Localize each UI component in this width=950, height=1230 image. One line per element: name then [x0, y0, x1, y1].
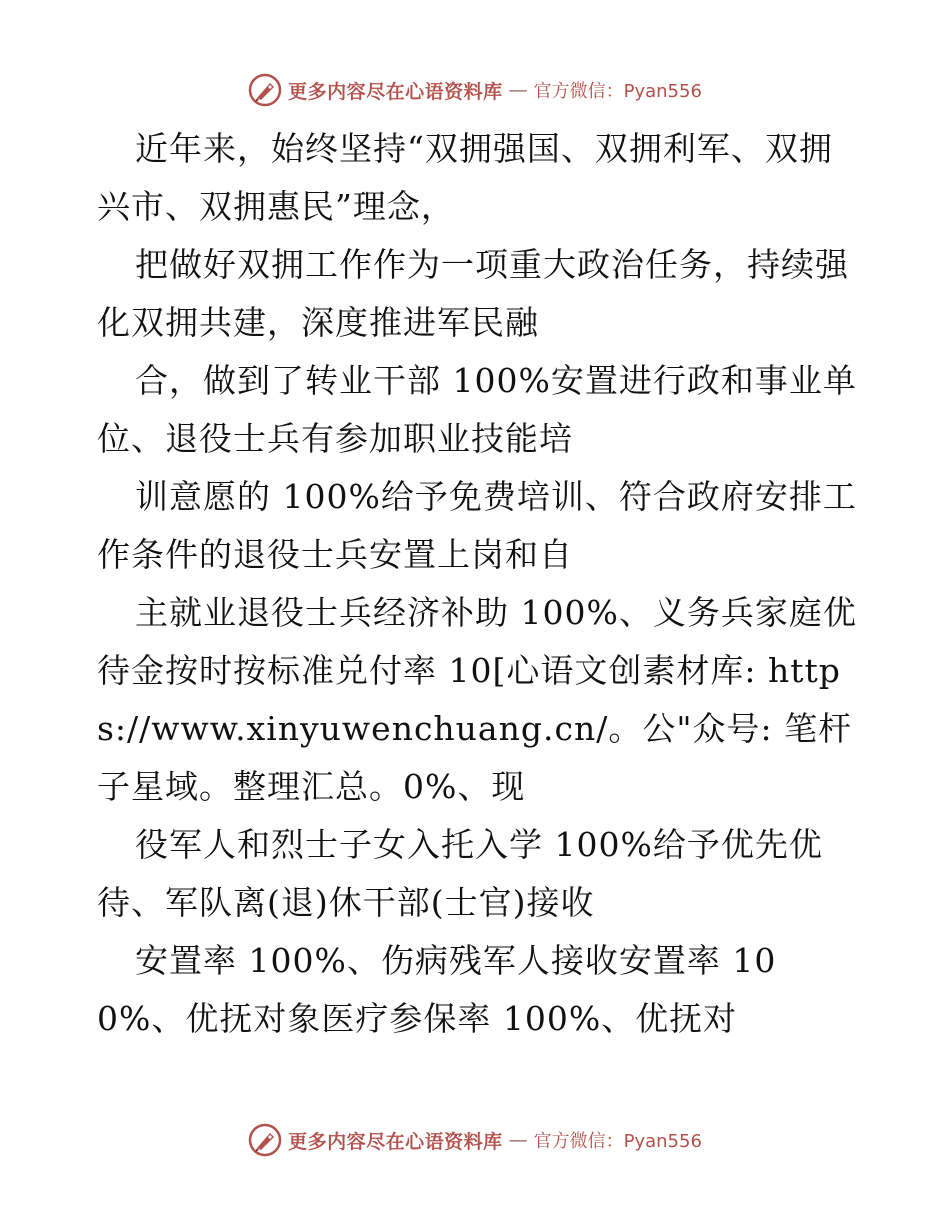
paragraph-3: 合，做到了转业干部 100%安置进行政和事业单位、退役士兵有参加职业技能培	[97, 361, 857, 458]
paragraph-7: 安置率 100%、伤病残军人接收安置率 100%、优抚对象医疗参保率 100%、优抚对	[97, 941, 777, 1038]
footer-banner-text: 更多内容尽在心语资料库	[288, 1130, 503, 1153]
paragraph-1: 近年来，始终坚持“双拥强国、双拥利军、双拥兴市、双拥惠民”理念，	[97, 129, 833, 226]
header-banner-dash: —	[508, 79, 528, 101]
pen-nib-logo-icon	[248, 1123, 282, 1157]
document-body	[97, 120, 857, 1048]
footer-wechat-text: 官方微信：Pyan556	[533, 1131, 702, 1152]
pen-nib-logo-icon	[248, 73, 282, 107]
footer-banner-dash: —	[508, 1129, 528, 1151]
header-banner-text: 更多内容尽在心语资料库	[288, 80, 503, 103]
footer-banner	[0, 1120, 950, 1160]
paragraph-5: 主就业退役士兵经济补助 100%、义务兵家庭优待金按时按标准兑付率 10[心语文创素材库: https://www.xinyuwenchuang.cn/。公"众号: 笔杆子星域。整理汇总。0%、现	[97, 593, 857, 806]
paragraph-4: 训意愿的 100%给予免费培训、符合政府安排工作条件的退役士兵安置上岗和自	[97, 477, 857, 574]
paragraph-6: 役军人和烈士子女入托入学 100%给予优先优待、军队离(退)休干部(士官)接收	[97, 825, 823, 922]
header-banner	[0, 70, 950, 110]
paragraph-2: 把做好双拥工作作为一项重大政治任务，持续强化双拥共建，深度推进军民融	[97, 245, 849, 342]
header-wechat-text: 官方微信：Pyan556	[533, 81, 702, 102]
